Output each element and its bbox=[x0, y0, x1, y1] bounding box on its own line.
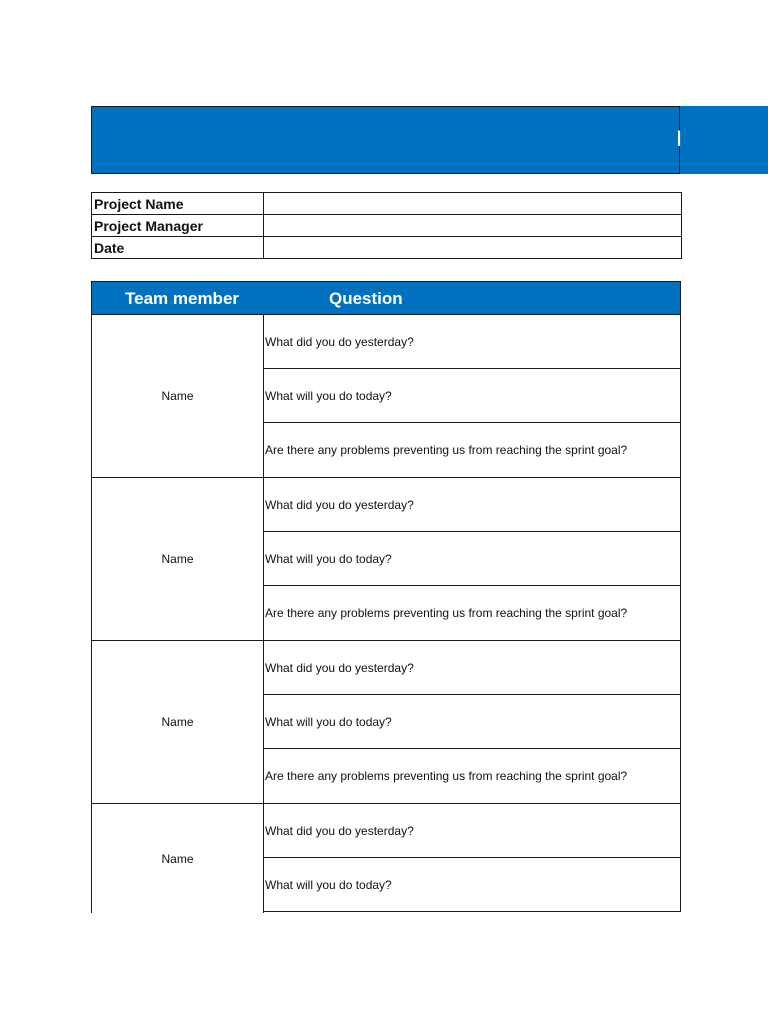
question-yesterday[interactable]: What did you do yesterday? bbox=[263, 804, 681, 858]
question-column bbox=[263, 478, 681, 641]
question-today[interactable]: What will you do today? bbox=[263, 532, 681, 586]
date-label: Date bbox=[92, 237, 264, 259]
question-yesterday[interactable]: What did you do yesterday? bbox=[263, 641, 681, 695]
date-value[interactable] bbox=[264, 237, 682, 259]
question-today[interactable]: What will you do today? bbox=[263, 858, 681, 912]
team-member-name[interactable]: Name bbox=[91, 315, 264, 478]
question-yesterday[interactable]: What did you do yesterday? bbox=[263, 315, 681, 369]
project-name-label: Project Name bbox=[92, 193, 264, 215]
team-member-group bbox=[91, 804, 681, 913]
question-yesterday[interactable]: What did you do yesterday? bbox=[263, 478, 681, 532]
team-member-group bbox=[91, 478, 681, 641]
project-manager-label: Project Manager bbox=[92, 215, 264, 237]
project-name-value[interactable] bbox=[264, 193, 682, 215]
question-blockers[interactable]: Are there any problems preventing us from reaching the sprint goal? bbox=[263, 586, 681, 641]
question-header: Question bbox=[329, 289, 403, 308]
question-blockers[interactable]: Are there any problems preventing us from reaching the sprint goal? bbox=[263, 423, 681, 478]
question-column bbox=[263, 315, 681, 478]
question-column bbox=[263, 804, 681, 913]
project-manager-row bbox=[92, 215, 682, 237]
team-member-group bbox=[91, 315, 681, 478]
date-row bbox=[92, 237, 682, 259]
team-member-header: Team member bbox=[125, 289, 240, 308]
banner-title-fragment: I bbox=[676, 126, 683, 151]
question-today[interactable]: What will you do today? bbox=[263, 369, 681, 423]
question-column bbox=[263, 641, 681, 804]
standup-table-header bbox=[91, 281, 681, 315]
team-member-name[interactable]: Name bbox=[91, 804, 264, 913]
team-member-name[interactable]: Name bbox=[91, 478, 264, 641]
team-member-name[interactable]: Name bbox=[91, 641, 264, 804]
project-name-row bbox=[92, 193, 682, 215]
team-member-group bbox=[91, 641, 681, 804]
project-manager-value[interactable] bbox=[264, 215, 682, 237]
title-banner-overflow bbox=[680, 106, 768, 174]
project-info-table bbox=[91, 192, 682, 259]
title-banner bbox=[91, 106, 683, 174]
question-today[interactable]: What will you do today? bbox=[263, 695, 681, 749]
question-blockers[interactable]: Are there any problems preventing us from reaching the sprint goal? bbox=[263, 749, 681, 804]
standup-table bbox=[91, 281, 681, 913]
